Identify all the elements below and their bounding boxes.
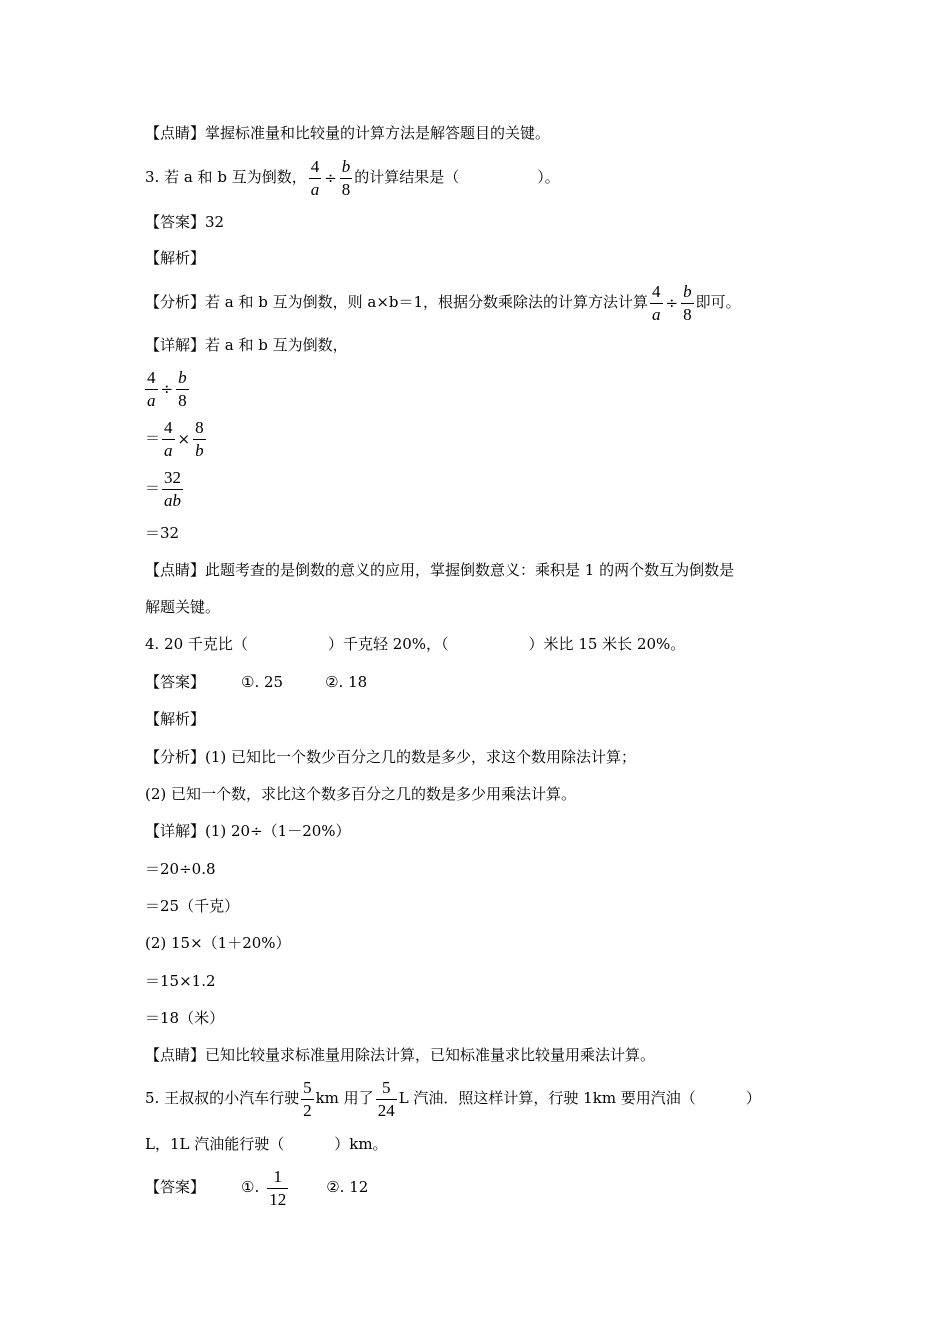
q4-fenxi-2: (2) 已知一个数，求比这个数多百分之几的数是多少用乘法计算。	[145, 785, 577, 803]
q2-tip: 【点睛】掌握标准量和比较量的计算方法是解答题目的关键。	[145, 124, 551, 142]
q3-analysis-label: 【解析】	[145, 249, 206, 267]
q3-final: ＝32	[145, 524, 180, 542]
q3-stem: 3. 若 a 和 b 互为倒数， $\frac{4}{a}$ ÷ $\frac{b}{8}$ 的计算结果是（ ）。	[145, 156, 560, 199]
q4-answer: 【答案】 ①. 25 ②. 18	[145, 673, 368, 691]
q4-detail-4: (2) 15×（1＋20%）	[145, 934, 291, 952]
q3-tip-2: 解题关键。	[145, 598, 221, 616]
q4-detail-2: ＝20÷0.8	[145, 860, 216, 878]
q3-step-1: $\frac{4}{a}$ ÷ $\frac{b}{8}$	[147, 367, 187, 410]
q4-detail-6: ＝18（米）	[145, 1009, 225, 1027]
fraction-4-over-a: $\frac{4}{a}$	[652, 281, 661, 324]
q5-answer: 【答案】 ①. $\frac{1}{12}$ ②. 12	[145, 1166, 369, 1209]
fraction-4-over-a: $\frac{4}{a}$	[147, 367, 156, 410]
q4-detail-5: ＝15×1.2	[145, 972, 216, 990]
q4-stem: 4. 20 千克比（ ）千克轻 20%，（ ）米比 15 米长 20%。	[145, 635, 686, 653]
q5-stem-line-2: L，1L 汽油能行驶（ ）km。	[145, 1135, 388, 1153]
fraction-4-over-a: $\frac{4}{a}$	[164, 417, 173, 460]
q3-step-2: ＝ $\frac{4}{a}$ × $\frac{8}{b}$	[145, 417, 204, 460]
q4-analysis-label: 【解析】	[145, 710, 206, 728]
fraction-5-over-2: $\frac{5}{2}$	[303, 1077, 312, 1120]
fraction-5-over-24: $\frac{5}{24}$	[377, 1077, 395, 1120]
fraction-1-over-12: $\frac{1}{12}$	[269, 1166, 287, 1209]
q3-step-3: ＝ $\frac{32}{ab}$	[145, 467, 182, 510]
fraction-32-over-ab: $\frac{32}{ab}$	[164, 467, 182, 510]
fraction-b-over-8: $\frac{b}{8}$	[178, 367, 187, 410]
fraction-4-over-a: $\frac{4}{a}$	[310, 156, 320, 199]
q3-fenxi: 【分析】若 a 和 b 互为倒数，则 a×b＝1，根据分数乘除法的计算方法计算 $\frac{4}{a}$ ÷ $\frac{b}{8}$ 即可。	[145, 281, 741, 324]
fraction-b-over-8: $\frac{b}{8}$	[341, 156, 351, 199]
fraction-b-over-8: $\frac{b}{8}$	[683, 281, 692, 324]
q4-detail-1: 【详解】(1) 20÷（1－20%）	[145, 822, 351, 840]
q4-fenxi-1: 【分析】(1) 已知比一个数少百分之几的数是多少，求这个数用除法计算；	[145, 748, 637, 766]
q3-detail: 【详解】若 a 和 b 互为倒数，	[145, 336, 348, 354]
q5-stem-line-1: 5. 王叔叔的小汽车行驶 $\frac{5}{2}$ km 用了 $\frac{5}{24}$ L 汽油．照这样计算，行驶 1km 要用汽油（ ）	[145, 1077, 761, 1120]
q3-answer: 【答案】32	[145, 213, 225, 231]
q3-tip-1: 【点睛】此题考查的是倒数的意义的应用，掌握倒数意义：乘积是 1 的两个数互为倒数是	[145, 561, 735, 579]
q4-detail-3: ＝25（千克）	[145, 897, 240, 915]
q4-tip: 【点睛】已知比较量求标准量用除法计算，已知标准量求比较量用乘法计算。	[145, 1046, 656, 1064]
fraction-8-over-b: $\frac{8}{b}$	[195, 417, 204, 460]
